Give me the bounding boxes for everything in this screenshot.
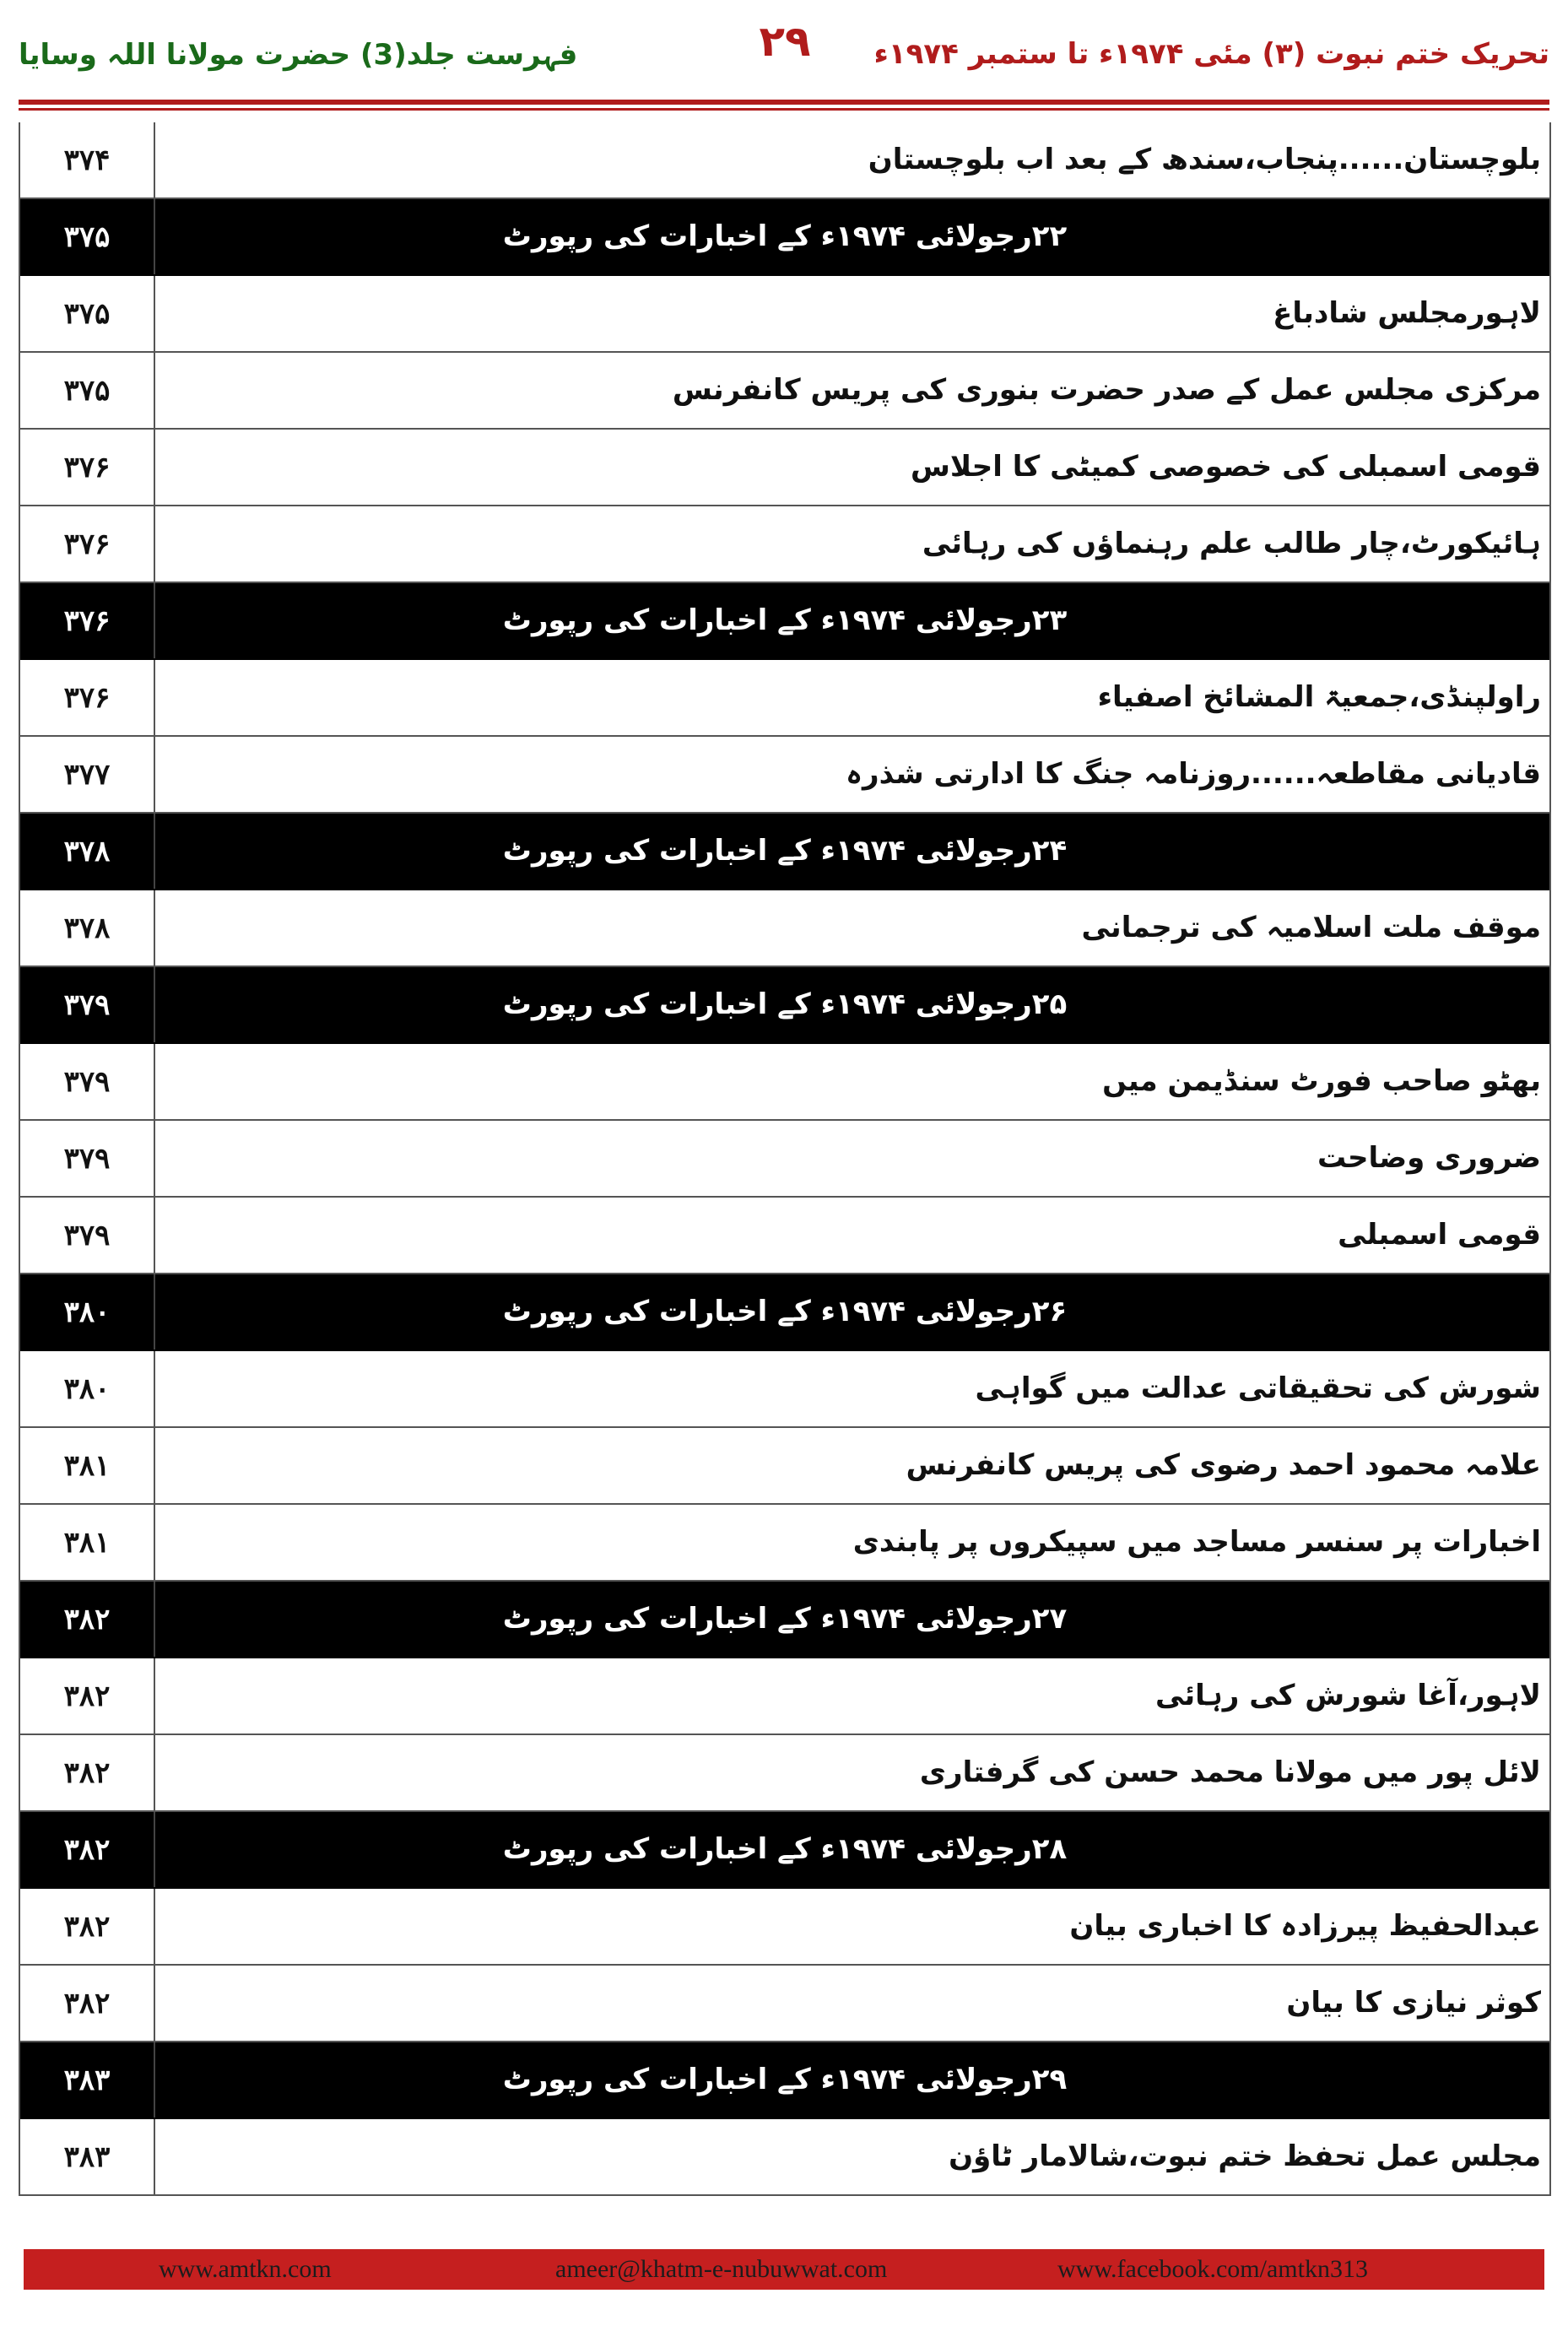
toc-page-number: ۳۷۶ (20, 660, 155, 735)
toc-entry-row[interactable] (20, 1735, 1549, 1812)
toc-entry-row[interactable] (20, 1198, 1549, 1274)
toc-entry-row[interactable] (20, 1121, 1549, 1198)
toc-section-row (20, 1812, 1549, 1889)
toc-page-number: ۳۸۱ (20, 1428, 155, 1503)
toc-entry-row[interactable] (20, 122, 1549, 199)
table-of-contents (19, 122, 1551, 2196)
toc-page-number: ۳۸۲ (20, 1966, 155, 2041)
toc-page-number: ۳۷۶ (20, 583, 155, 658)
toc-section-row (20, 1274, 1549, 1351)
toc-section-title: ۲۹رجولائی ۱۹۷۴ء کے اخبارات کی رپورٹ (502, 2063, 1068, 2096)
toc-page-number: ۳۷۵ (20, 199, 155, 274)
page-number: ۲۹ (759, 17, 811, 66)
toc-page-number: ۳۷۸ (20, 814, 155, 889)
toc-section-title: ۲۲رجولائی ۱۹۷۴ء کے اخبارات کی رپورٹ (502, 219, 1068, 253)
toc-page-number: ۳۷۸ (20, 890, 155, 965)
toc-entry-title: شورش کی تحقیقاتی عدالت میں گواہی (975, 1371, 1541, 1405)
toc-entry-row[interactable] (20, 737, 1549, 814)
toc-entry-row[interactable] (20, 276, 1549, 353)
toc-page-number: ۳۸۳ (20, 2119, 155, 2194)
toc-entry-title: قومی اسمبلی (1338, 1218, 1541, 1252)
toc-section-title: ۲۶رجولائی ۱۹۷۴ء کے اخبارات کی رپورٹ (502, 1295, 1068, 1328)
toc-page-number: ۳۸۲ (20, 1658, 155, 1734)
toc-page-number: ۳۸۲ (20, 1735, 155, 1810)
toc-entry-row[interactable] (20, 1889, 1549, 1966)
toc-page-number: ۳۸۰ (20, 1351, 155, 1426)
header-volume-title: فہرست جلد(3) حضرت مولانا اللہ وسایا (19, 38, 578, 72)
toc-section-row (20, 199, 1549, 276)
toc-entry-row[interactable] (20, 430, 1549, 506)
toc-entry-row[interactable] (20, 1658, 1549, 1735)
toc-section-row (20, 1582, 1549, 1658)
toc-entry-row[interactable] (20, 1351, 1549, 1428)
header-rule-thin (19, 108, 1549, 111)
toc-page-number: ۳۷۶ (20, 430, 155, 505)
toc-entry-row[interactable] (20, 506, 1549, 583)
toc-entry-title: اخبارات پر سنسر مساجد میں سپیکروں پر پابندی (852, 1525, 1541, 1559)
toc-section-row (20, 2042, 1549, 2119)
toc-entry-title: علامہ محمود احمد رضوی کی پریس کانفرنس (906, 1448, 1541, 1482)
toc-entry-title: لائل پور میں مولانا محمد حسن کی گرفتاری (919, 1755, 1541, 1789)
page-footer (24, 2249, 1544, 2290)
toc-entry-title: راولپنڈی،جمعیۃ المشائخ اصفیاء (1097, 680, 1541, 714)
toc-entry-title: مرکزی مجلس عمل کے صدر حضرت بنوری کی پریس کانفرنس (672, 373, 1541, 407)
toc-entry-row[interactable] (20, 890, 1549, 967)
toc-page-number: ۳۷۹ (20, 1121, 155, 1196)
footer-email-link[interactable]: ameer@khatm-e-nubuwwat.com (555, 2255, 888, 2283)
toc-entry-title: کوثر نیازی کا بیان (1286, 1986, 1541, 2020)
toc-page-number: ۳۸۰ (20, 1274, 155, 1349)
toc-page-number: ۳۸۲ (20, 1582, 155, 1657)
toc-entry-title: بھٹو صاحب فورٹ سنڈیمن میں (1102, 1064, 1541, 1098)
toc-entry-row[interactable] (20, 660, 1549, 737)
toc-section-title: ۲۵رجولائی ۱۹۷۴ء کے اخبارات کی رپورٹ (502, 987, 1068, 1021)
toc-section-row (20, 814, 1549, 890)
toc-entry-row[interactable] (20, 2119, 1549, 2196)
toc-page-number: ۳۸۲ (20, 1889, 155, 1964)
toc-entry-row[interactable] (20, 1505, 1549, 1582)
header-rule-thick (19, 100, 1549, 105)
footer-website-link[interactable]: www.amtkn.com (159, 2255, 332, 2283)
toc-section-title: ۲۷رجولائی ۱۹۷۴ء کے اخبارات کی رپورٹ (502, 1602, 1068, 1636)
header-book-title: تحریک ختم نبوت (۳) مئی ۱۹۷۴ء تا ستمبر ۱۹۷۴ء (873, 37, 1549, 71)
toc-page-number: ۳۷۴ (20, 122, 155, 197)
toc-section-title: ۲۴رجولائی ۱۹۷۴ء کے اخبارات کی رپورٹ (502, 834, 1068, 868)
toc-entry-title: قومی اسمبلی کی خصوصی کمیٹی کا اجلاس (911, 450, 1541, 484)
toc-entry-title: قادیانی مقاطعہ......روزنامہ جنگ کا ادارتی شذرہ (846, 757, 1541, 791)
toc-entry-title: لاہور،آغا شورش کی رہائی (1154, 1679, 1541, 1712)
toc-section-row (20, 583, 1549, 660)
toc-section-row (20, 967, 1549, 1044)
toc-page-number: ۳۷۹ (20, 1198, 155, 1273)
toc-entry-title: ہائیکورٹ،چار طالب علم رہنماؤں کی رہائی (922, 527, 1541, 560)
toc-entry-row[interactable] (20, 1428, 1549, 1505)
toc-entry-row[interactable] (20, 1044, 1549, 1121)
toc-page-number: ۳۷۶ (20, 506, 155, 581)
toc-page-number: ۳۸۲ (20, 1812, 155, 1887)
toc-page-number: ۳۸۱ (20, 1505, 155, 1580)
page-header (0, 0, 1568, 100)
toc-page-number: ۳۷۹ (20, 1044, 155, 1119)
toc-section-title: ۲۸رجولائی ۱۹۷۴ء کے اخبارات کی رپورٹ (502, 1832, 1068, 1866)
toc-entry-title: موقف ملت اسلامیہ کی ترجمانی (1081, 911, 1541, 944)
toc-entry-title: عبدالحفیظ پیرزادہ کا اخباری بیان (1069, 1909, 1541, 1943)
footer-facebook-link[interactable]: www.facebook.com/amtkn313 (1057, 2255, 1368, 2283)
toc-entry-row[interactable] (20, 1966, 1549, 2042)
toc-entry-title: ضروری وضاحت (1317, 1141, 1541, 1175)
toc-page-number: ۳۷۹ (20, 967, 155, 1042)
toc-page-number: ۳۷۷ (20, 737, 155, 812)
toc-entry-title: مجلس عمل تحفظ ختم نبوت،شالامار ٹاؤن (949, 2139, 1541, 2173)
toc-entry-title: لاہورمجلس شادباغ (1273, 296, 1541, 330)
toc-entry-row[interactable] (20, 353, 1549, 430)
toc-page-number: ۳۷۵ (20, 353, 155, 428)
toc-page-number: ۳۸۳ (20, 2042, 155, 2118)
toc-entry-title: بلوچستان......پنجاب،سندھ کے بعد اب بلوچستان (868, 143, 1541, 176)
toc-section-title: ۲۳رجولائی ۱۹۷۴ء کے اخبارات کی رپورٹ (502, 603, 1068, 637)
toc-page-number: ۳۷۵ (20, 276, 155, 351)
